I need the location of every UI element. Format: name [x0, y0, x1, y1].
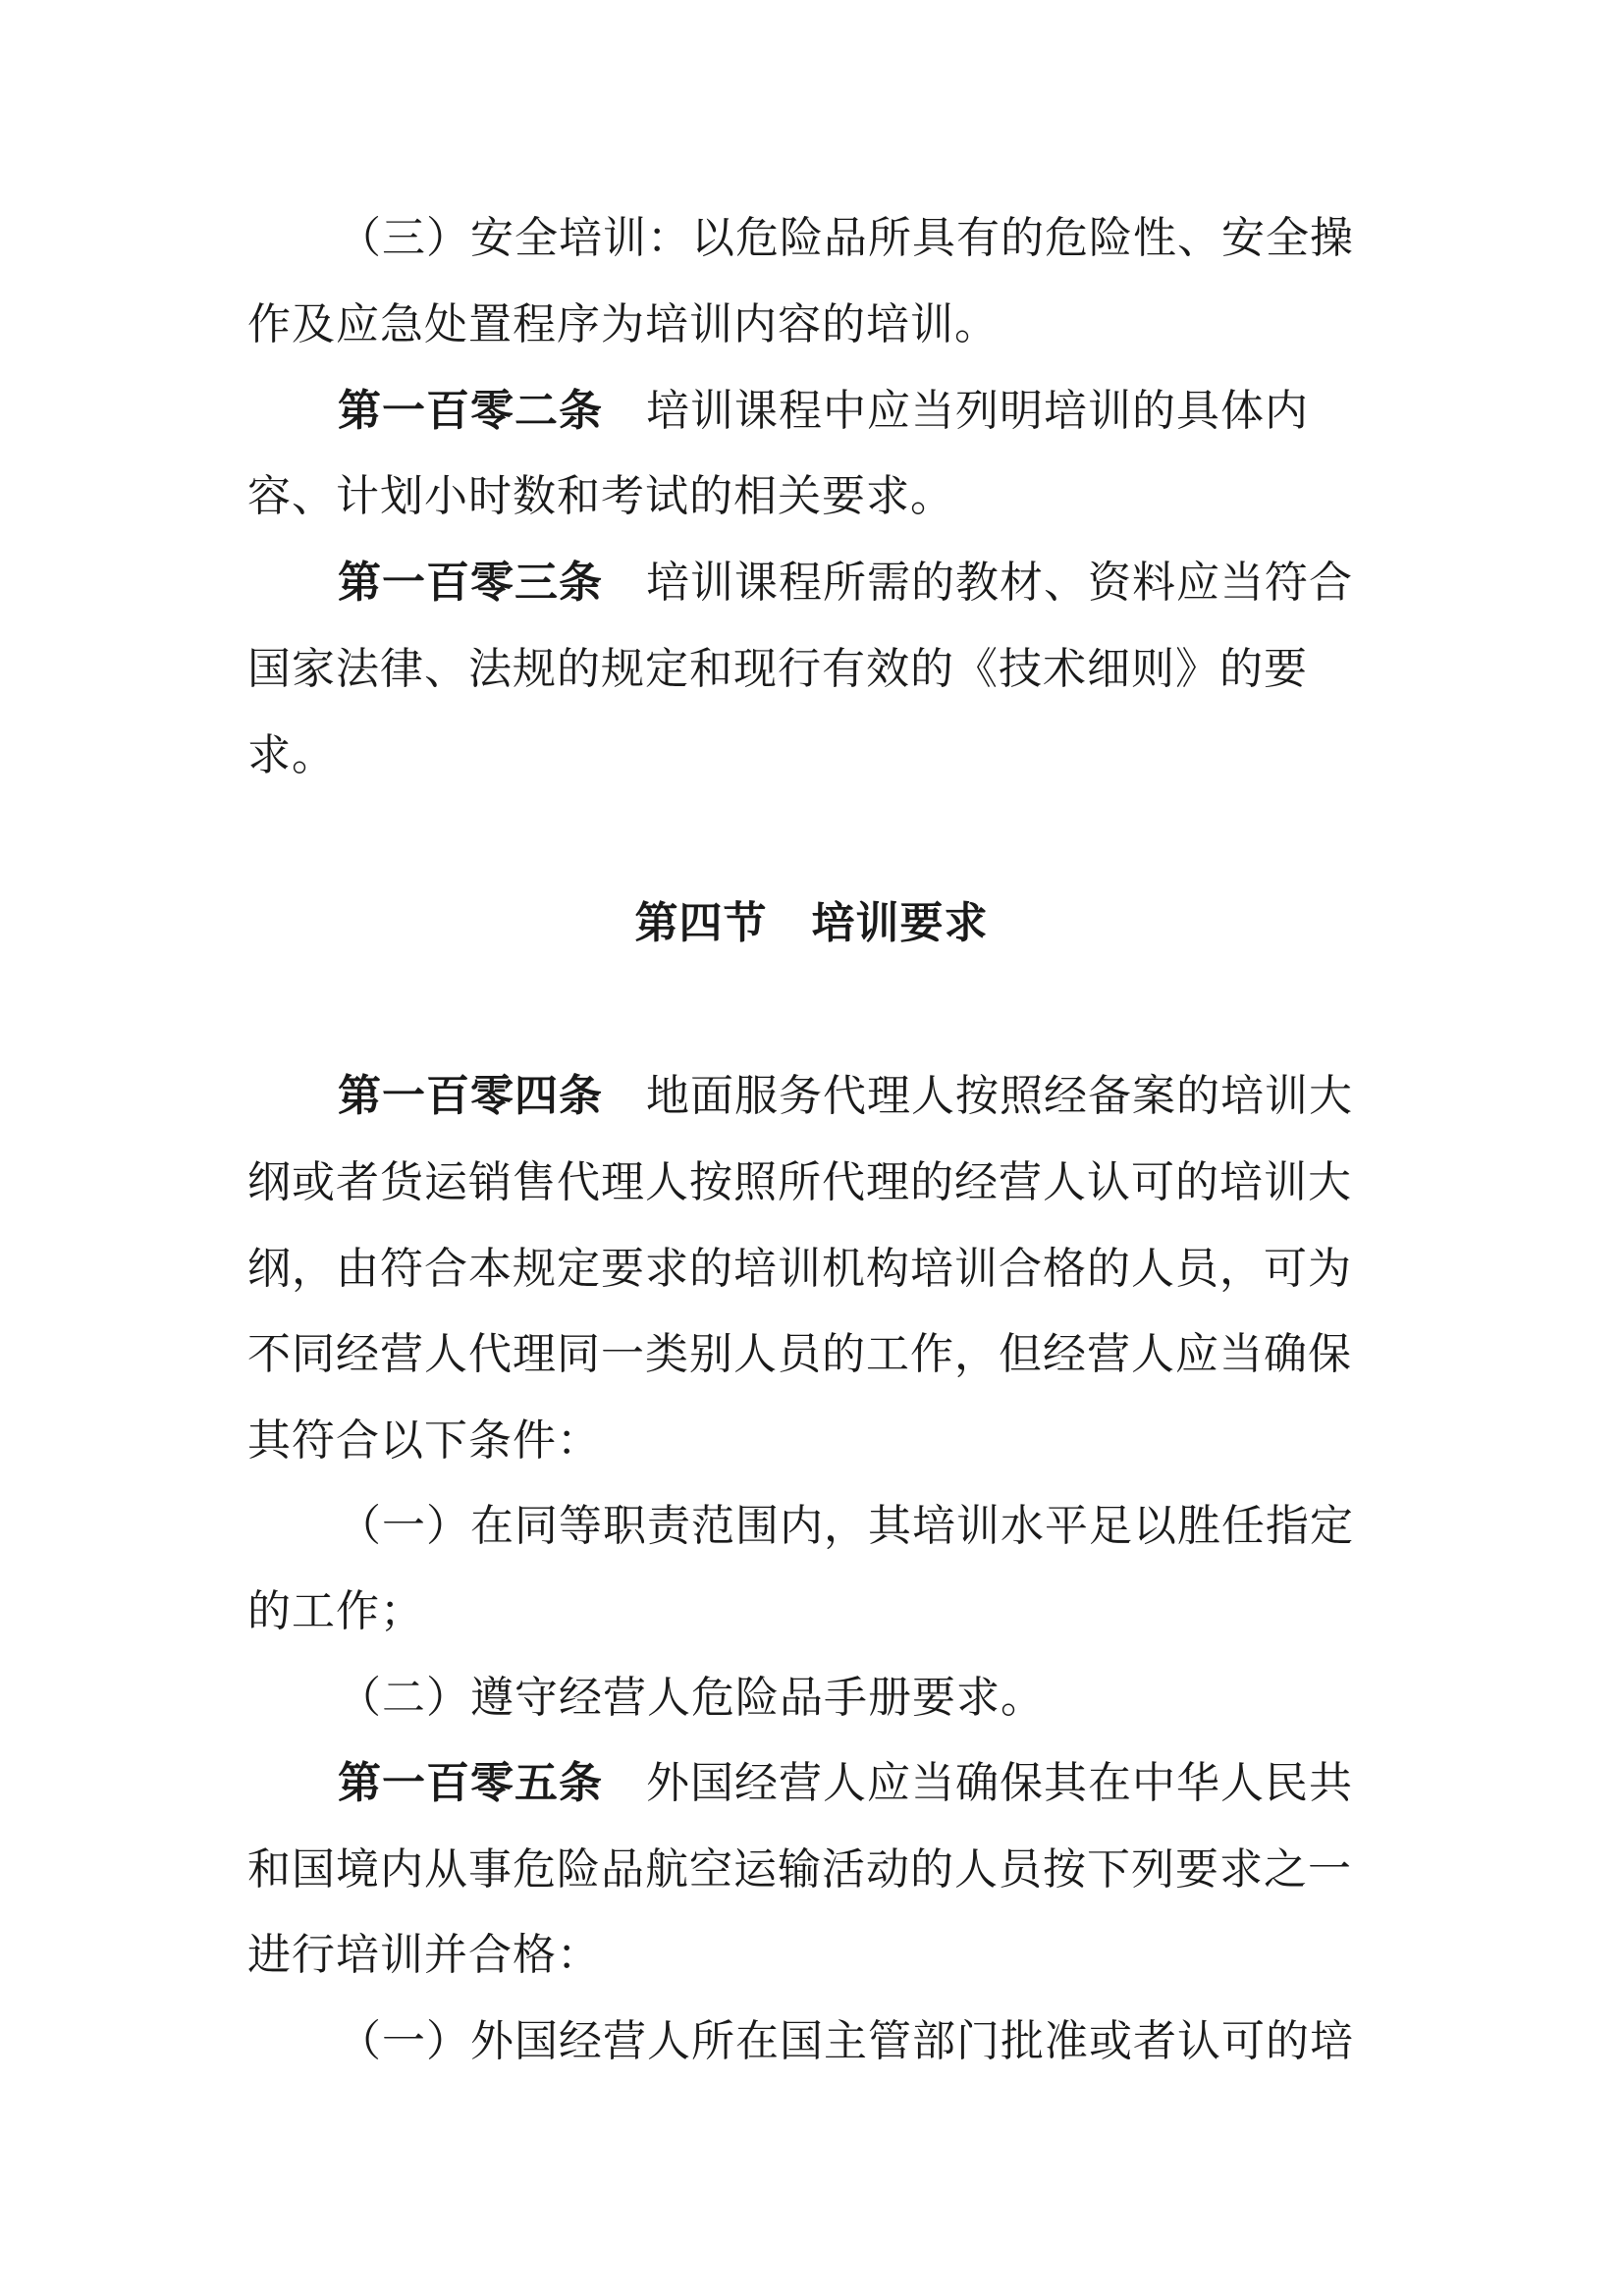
article-105-label: 第一百零五条	[338, 1758, 603, 1808]
article-103-line-1	[338, 554, 1353, 613]
article-102-line-2: 容、计划小时数和考试的相关要求。	[247, 471, 954, 521]
article-104-item-1-line-1: （一）在同等职责范围内，其培训水平足以胜任指定	[338, 1501, 1354, 1551]
article-104-text: 地面服务代理人按照经备案的培训大	[646, 1071, 1353, 1121]
article-105-line-3: 进行培训并合格：	[247, 1930, 601, 1980]
article-105-text: 外国经营人应当确保其在中华人民共	[646, 1758, 1353, 1808]
article-104-item-1-line-2: 的工作；	[247, 1586, 424, 1636]
item-three-line-1: （三）安全培训：以危险品所具有的危险性、安全操	[338, 213, 1354, 263]
article-102-line-1	[338, 382, 1347, 441]
article-104-line-3: 纲，由符合本规定要求的培训机构培训合格的人员，可为	[247, 1244, 1352, 1294]
article-102-label: 第一百零二条	[338, 386, 603, 436]
article-105-line-2: 和国境内从事危险品航空运输活动的人员按下列要求之一	[247, 1844, 1352, 1895]
article-103-line-2: 国家法律、法规的规定和现行有效的《技术细则》的要	[247, 644, 1308, 694]
article-103-label: 第一百零三条	[338, 558, 603, 608]
article-104-label: 第一百零四条	[338, 1071, 603, 1121]
article-102-text: 培训课程中应当列明培训的具体内	[646, 386, 1309, 436]
article-104-line-1	[338, 1067, 1353, 1126]
article-105-line-1	[338, 1754, 1353, 1813]
article-104-line-5: 其符合以下条件：	[247, 1415, 601, 1466]
section-heading: 第四节 培训要求	[634, 898, 989, 948]
article-104-line-2: 纲或者货运销售代理人按照所代理的经营人认可的培训大	[247, 1157, 1352, 1207]
item-three-line-2: 作及应急处置程序为培训内容的培训。	[247, 299, 999, 349]
article-103-text: 培训课程所需的教材、资料应当符合	[646, 558, 1353, 608]
article-103-line-3: 求。	[247, 730, 336, 780]
article-105-item-1-line-1: （一）外国经营人所在国主管部门批准或者认可的培	[338, 2016, 1354, 2066]
article-104-line-4: 不同经营人代理同一类别人员的工作，但经营人应当确保	[247, 1329, 1352, 1379]
article-104-item-2: （二）遵守经营人危险品手册要求。	[338, 1673, 1045, 1723]
